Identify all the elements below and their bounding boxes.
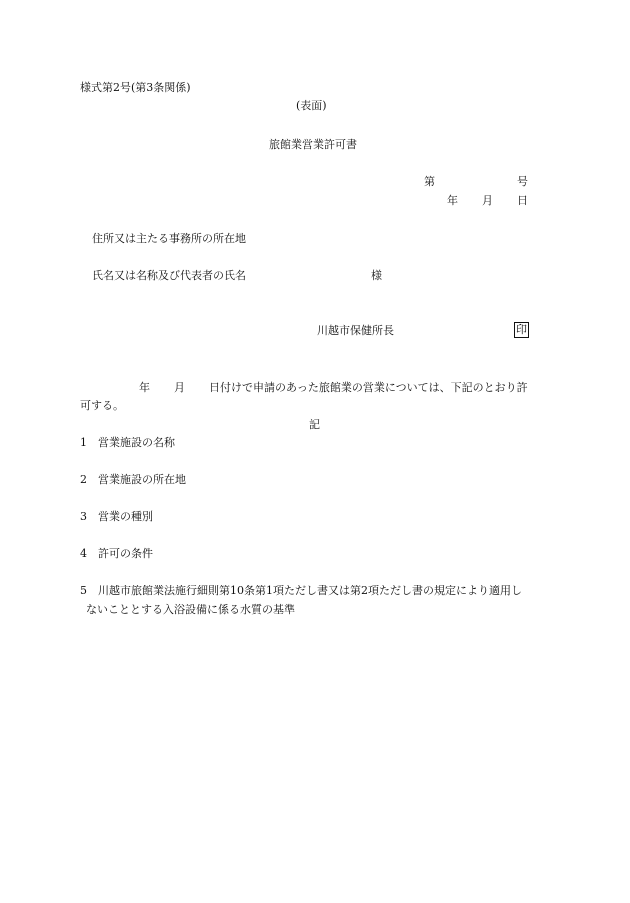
item-number: 5 xyxy=(80,584,87,597)
body-line-2: 可する。 xyxy=(80,399,124,412)
issuer-title: 川越市保健所長 xyxy=(317,324,394,337)
list-item xyxy=(80,511,153,522)
ki-heading: 記 xyxy=(309,418,320,431)
number-prefix: 第 xyxy=(424,175,435,188)
date-day: 日 xyxy=(517,194,528,207)
list-item xyxy=(80,474,186,485)
date-year: 年 xyxy=(447,194,458,207)
item-number: 4 xyxy=(80,547,87,560)
form-number: 様式第2号(第3条関係) xyxy=(80,81,191,94)
document-title: 旅館業営業許可書 xyxy=(269,138,357,151)
item-text: 川越市旅館業法施行細則第10条第1項ただし書又は第2項ただし書の規定により適用し xyxy=(98,585,522,596)
body-month: 月 xyxy=(174,381,185,394)
seal-mark xyxy=(514,322,529,338)
date-month: 月 xyxy=(482,194,493,207)
seal-char: 印 xyxy=(516,323,527,336)
address-label: 住所又は主たる事務所の所在地 xyxy=(92,232,246,245)
item-text: 営業の種別 xyxy=(98,510,153,523)
item-number: 3 xyxy=(80,510,87,523)
item-text: 営業施設の所在地 xyxy=(98,473,186,486)
list-item xyxy=(80,437,175,448)
name-honorific: 様 xyxy=(371,269,382,282)
item-5-continuation: ないこととする入浴設備に係る水質の基準 xyxy=(86,603,295,616)
side-label: (表面) xyxy=(296,99,327,112)
item-text: 許可の条件 xyxy=(98,547,153,560)
list-item xyxy=(80,548,153,559)
list-item xyxy=(80,585,553,596)
item-text: 営業施設の名称 xyxy=(98,436,175,449)
name-label: 氏名又は名称及び代表者の氏名 xyxy=(92,269,246,282)
number-suffix: 号 xyxy=(517,175,528,188)
item-number: 1 xyxy=(80,436,87,449)
body-year: 年 xyxy=(139,381,150,394)
body-line-1: 日付けで申請のあった旅館業の営業については、下記のとおり許 xyxy=(209,381,528,394)
item-number: 2 xyxy=(80,473,87,486)
